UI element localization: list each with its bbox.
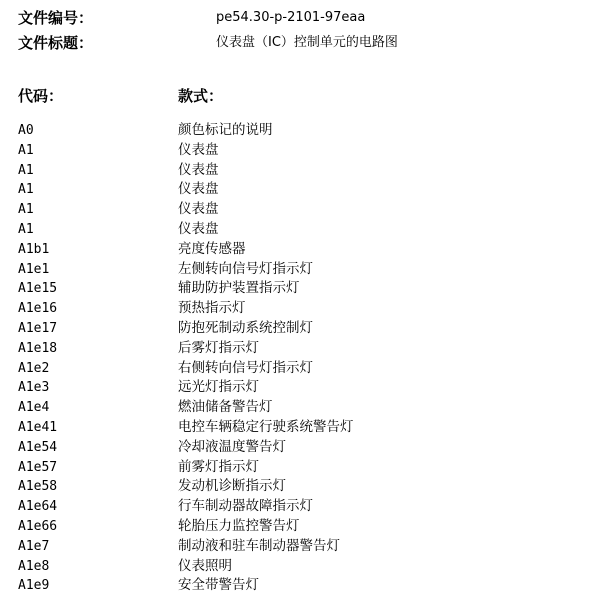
item-description: 安全带警告灯 xyxy=(178,577,259,594)
list-item xyxy=(0,398,600,418)
item-code: A1 xyxy=(18,202,34,218)
item-code: A1e7 xyxy=(18,538,50,554)
list-item xyxy=(0,260,600,280)
item-code: A1b1 xyxy=(18,241,50,257)
list-item xyxy=(0,537,600,557)
list-item xyxy=(0,161,600,181)
item-code: A1 xyxy=(18,221,34,237)
code-column-header: 代码： xyxy=(18,87,64,105)
item-code: A1e58 xyxy=(18,479,58,495)
list-item xyxy=(0,458,600,478)
list-item xyxy=(0,477,600,497)
list-item xyxy=(0,180,600,200)
item-description: 轮胎压力监控警告灯 xyxy=(178,517,300,534)
item-description: 左侧转向信号灯指示灯 xyxy=(178,260,313,277)
item-code: A1e18 xyxy=(18,340,58,356)
item-code: A1e66 xyxy=(18,518,58,534)
item-code: A1e9 xyxy=(18,578,50,594)
item-code: A1e3 xyxy=(18,380,50,396)
item-code: A1e4 xyxy=(18,400,50,416)
list-item xyxy=(0,220,600,240)
item-description: 预热指示灯 xyxy=(178,300,246,317)
code-list xyxy=(0,121,600,596)
item-code: A1 xyxy=(18,142,34,158)
item-description: 电控车辆稳定行驶系统警告灯 xyxy=(178,418,354,435)
item-code: A1e2 xyxy=(18,360,50,376)
item-description: 后雾灯指示灯 xyxy=(178,339,259,356)
item-description: 发动机诊断指示灯 xyxy=(178,478,286,495)
doc-number-value: pe54.30-p-2101-97eaa xyxy=(216,10,366,25)
item-description: 前雾灯指示灯 xyxy=(178,458,259,475)
list-item xyxy=(0,141,600,161)
item-description: 仪表盘 xyxy=(178,181,219,198)
list-item xyxy=(0,576,600,596)
item-description: 亮度传感器 xyxy=(178,240,246,257)
item-description: 制动液和驻车制动器警告灯 xyxy=(178,537,340,554)
item-code: A1 xyxy=(18,162,34,178)
item-description: 防抱死制动系统控制灯 xyxy=(178,319,313,336)
item-description: 右侧转向信号灯指示灯 xyxy=(178,359,313,376)
list-item xyxy=(0,319,600,339)
item-code: A1e64 xyxy=(18,499,58,515)
item-code: A1e54 xyxy=(18,439,58,455)
list-item xyxy=(0,339,600,359)
list-item xyxy=(0,517,600,537)
list-item xyxy=(0,557,600,577)
list-item xyxy=(0,279,600,299)
item-description: 行车制动器故障指示灯 xyxy=(178,498,313,515)
list-item xyxy=(0,378,600,398)
item-description: 仪表盘 xyxy=(178,220,219,237)
list-item xyxy=(0,438,600,458)
description-column-header: 款式： xyxy=(178,87,224,105)
item-description: 颜色标记的说明 xyxy=(178,122,273,138)
list-item xyxy=(0,359,600,379)
list-item xyxy=(0,200,600,220)
item-description: 燃油储备警告灯 xyxy=(178,399,273,416)
doc-number-label: 文件编号： xyxy=(18,9,94,27)
item-description: 仪表盘 xyxy=(178,141,219,158)
doc-title-label: 文件标题： xyxy=(18,34,94,52)
item-description: 冷却液温度警告灯 xyxy=(178,438,286,455)
list-item xyxy=(0,121,600,141)
item-code: A1e15 xyxy=(18,281,58,297)
item-code: A1e41 xyxy=(18,419,58,435)
item-description: 辅助防护装置指示灯 xyxy=(178,280,300,297)
item-code: A1e16 xyxy=(18,301,58,317)
list-item xyxy=(0,497,600,517)
doc-title-value: 仪表盘（IC）控制单元的电路图 xyxy=(216,35,398,50)
item-description: 仪表盘 xyxy=(178,161,219,178)
item-code: A0 xyxy=(18,123,34,138)
item-description: 远光灯指示灯 xyxy=(178,379,259,396)
item-code: A1e17 xyxy=(18,320,58,336)
item-code: A1 xyxy=(18,182,34,198)
list-item xyxy=(0,299,600,319)
item-description: 仪表盘 xyxy=(178,201,219,218)
item-description: 仪表照明 xyxy=(178,557,232,574)
item-code: A1e57 xyxy=(18,459,58,475)
list-item xyxy=(0,240,600,260)
list-item xyxy=(0,418,600,438)
item-code: A1e8 xyxy=(18,558,50,574)
item-code: A1e1 xyxy=(18,261,50,277)
